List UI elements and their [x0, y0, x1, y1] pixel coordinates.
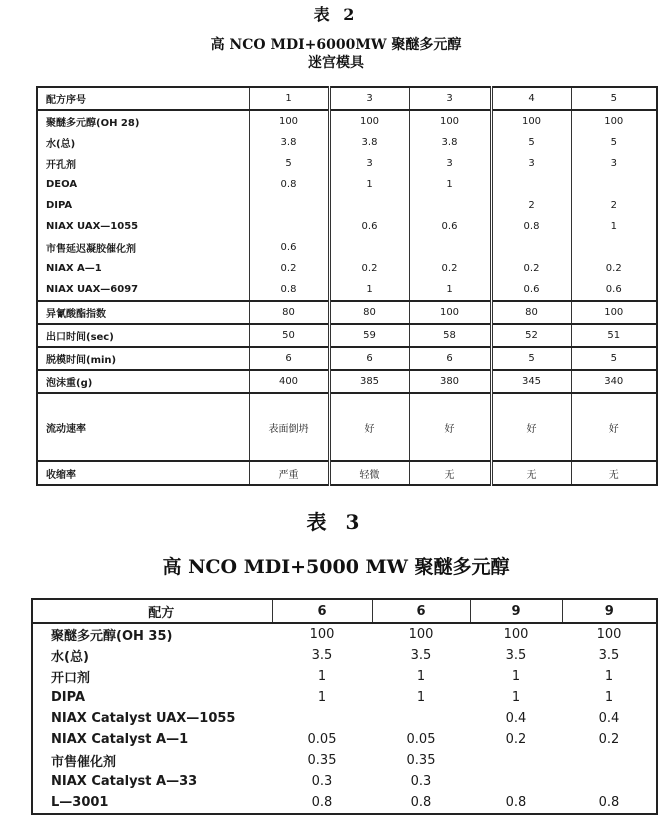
cell-value: 80 [249, 301, 329, 324]
cell-value: 3 [409, 87, 491, 110]
table3-title: 高 NCO MDI+5000 MW 聚醚多元醇 [162, 556, 510, 578]
cell-value: 385 [329, 370, 409, 393]
cell-value: 0.35 [406, 753, 436, 768]
cell-value: 3 [409, 153, 491, 174]
row-label: 水(总) [51, 650, 89, 665]
table2-row [37, 279, 657, 301]
table2-row [37, 132, 657, 153]
table2-row [37, 461, 657, 485]
cell-value [571, 174, 657, 195]
cell-value: 1 [317, 690, 327, 705]
cell-value [249, 195, 329, 216]
table3-row [32, 729, 657, 750]
cell-value [571, 237, 657, 258]
table2-title-line2: 迷宫模具 [308, 55, 364, 71]
table2-row [37, 324, 657, 347]
row-label: NIAX A—1 [46, 263, 102, 274]
cell-value: 3.5 [311, 648, 333, 663]
cell-value: 100 [571, 301, 657, 324]
cell-value: 0.2 [598, 732, 620, 747]
row-label: L—3001 [51, 795, 109, 810]
table2-row [37, 301, 657, 324]
table3-row [32, 771, 657, 792]
cell-value: 1 [604, 690, 614, 705]
row-label: NIAX Catalyst A—33 [51, 774, 198, 789]
table2-row [37, 110, 657, 132]
cell-value: 3.5 [410, 648, 432, 663]
cell-value: 5 [249, 153, 329, 174]
cell-value: 0.3 [410, 774, 432, 789]
cell-value: 1 [604, 669, 614, 684]
cell-value: 58 [409, 324, 491, 347]
cell-value: 1 [329, 279, 409, 301]
cell-value: 80 [491, 301, 571, 324]
table2 [36, 86, 658, 486]
cell-value: 6 [272, 599, 372, 623]
row-label: 开口剂 [51, 671, 91, 686]
cell-value: 345 [491, 370, 571, 393]
cell-value: 3 [329, 153, 409, 174]
table2-row [37, 237, 657, 258]
row-label: NIAX UAX—6097 [46, 284, 139, 295]
cell-value: 0.4 [505, 711, 527, 726]
row-label: 收缩率 [37, 461, 249, 485]
cell-value: 0.8 [249, 279, 329, 301]
row-label: 泡沫重(g) [37, 370, 249, 393]
cell-value: 0.8 [410, 795, 432, 810]
cell-value: 6 [249, 347, 329, 370]
table3-row [32, 623, 657, 645]
cell-value: 5 [571, 87, 657, 110]
cell-value: 无 [571, 461, 657, 485]
cell-value: 340 [571, 370, 657, 393]
cell-value: 4 [491, 87, 571, 110]
table3-header-row [32, 599, 657, 623]
row-label: 流动速率 [37, 393, 249, 461]
cell-value: 无 [409, 461, 491, 485]
cell-value [470, 750, 562, 771]
row-label: 脱模时间(min) [37, 347, 249, 370]
cell-value: 51 [571, 324, 657, 347]
cell-value: 0.8 [249, 174, 329, 195]
cell-value: 0.6 [571, 279, 657, 301]
cell-value: 0.2 [329, 258, 409, 279]
cell-value: 2 [571, 195, 657, 216]
row-label: 聚醚多元醇(OH 35) [51, 629, 173, 644]
cell-value [562, 750, 657, 771]
cell-value: 3 [329, 87, 409, 110]
row-label: 水(总) [46, 139, 76, 150]
cell-value: 3.8 [329, 132, 409, 153]
row-label: 市售延迟凝胶催化剂 [46, 244, 136, 255]
cell-value: 1 [416, 669, 426, 684]
cell-value: 好 [409, 393, 491, 461]
cell-value: 5 [491, 132, 571, 153]
row-label: 配方 [32, 599, 272, 623]
cell-value: 3 [491, 153, 571, 174]
cell-value: 0.05 [406, 732, 436, 747]
cell-value: 0.8 [598, 795, 620, 810]
cell-value: 0.2 [505, 732, 527, 747]
table2-row [37, 216, 657, 237]
table2-row [37, 195, 657, 216]
table3-row [32, 750, 657, 771]
table3-row [32, 666, 657, 687]
cell-value: 0.8 [491, 216, 571, 237]
cell-value: 100 [329, 110, 409, 132]
cell-value: 1 [409, 279, 491, 301]
cell-value: 3 [571, 153, 657, 174]
row-label: 异氰酸酯指数 [37, 301, 249, 324]
cell-value: 0.4 [598, 711, 620, 726]
cell-value: 1 [511, 690, 521, 705]
cell-value: 1 [511, 669, 521, 684]
cell-value [470, 771, 562, 792]
cell-value: 9 [562, 599, 657, 623]
table2-title-line1: 高 NCO MDI+6000MW 聚醚多元醇 [210, 37, 462, 53]
cell-value: 1 [416, 690, 426, 705]
cell-value: 100 [408, 627, 434, 642]
table2-row [37, 153, 657, 174]
cell-value: 严重 [249, 461, 329, 485]
cell-value: 0.6 [409, 216, 491, 237]
cell-value: 0.35 [307, 753, 337, 768]
cell-value: 3.8 [249, 132, 329, 153]
cell-value: 6 [372, 599, 470, 623]
cell-value: 0.8 [311, 795, 333, 810]
cell-value: 0.2 [491, 258, 571, 279]
table2-row [37, 370, 657, 393]
cell-value: 100 [409, 110, 491, 132]
cell-value [249, 216, 329, 237]
cell-value: 3.5 [505, 648, 527, 663]
cell-value: 80 [329, 301, 409, 324]
cell-value: 400 [249, 370, 329, 393]
cell-value: 好 [491, 393, 571, 461]
cell-value: 无 [491, 461, 571, 485]
cell-value: 5 [571, 132, 657, 153]
cell-value [372, 708, 470, 729]
row-label: 出口时间(sec) [37, 324, 249, 347]
cell-value: 6 [329, 347, 409, 370]
table2-header-row [37, 87, 657, 110]
cell-value: 0.3 [311, 774, 333, 789]
cell-value: 380 [409, 370, 491, 393]
table2-row [37, 347, 657, 370]
cell-value [491, 237, 571, 258]
table3 [31, 598, 658, 815]
cell-value: 0.2 [249, 258, 329, 279]
cell-value: 100 [409, 301, 491, 324]
cell-value: 0.6 [249, 237, 329, 258]
table3-row [32, 708, 657, 729]
table3-row [32, 687, 657, 708]
table2-row [37, 258, 657, 279]
cell-value: 0.2 [571, 258, 657, 279]
cell-value: 6 [409, 347, 491, 370]
cell-value [562, 771, 657, 792]
cell-value: 1 [329, 174, 409, 195]
cell-value: 好 [571, 393, 657, 461]
row-label: DIPA [51, 690, 86, 705]
cell-value: 100 [491, 110, 571, 132]
row-label: DEOA [46, 179, 78, 190]
cell-value: 100 [503, 627, 529, 642]
cell-value: 0.8 [505, 795, 527, 810]
cell-value: 100 [596, 627, 622, 642]
cell-value: 0.05 [307, 732, 337, 747]
cell-value: 3.5 [598, 648, 620, 663]
cell-value: 9 [470, 599, 562, 623]
row-label: NIAX Catalyst A—1 [51, 732, 189, 747]
cell-value: 50 [249, 324, 329, 347]
cell-value: 表面倒坍 [249, 393, 329, 461]
cell-value: 0.6 [491, 279, 571, 301]
row-label: NIAX Catalyst UAX—1055 [51, 711, 236, 726]
table3-row [32, 645, 657, 666]
cell-value [491, 174, 571, 195]
row-label: NIAX UAX—1055 [46, 221, 139, 232]
table2-caption: 表 2 [313, 5, 359, 24]
table2-title [0, 36, 672, 72]
cell-value: 5 [491, 347, 571, 370]
row-label: 开孔剂 [46, 160, 76, 171]
table2-row [37, 174, 657, 195]
cell-value [409, 195, 491, 216]
cell-value: 1 [249, 87, 329, 110]
cell-value: 100 [249, 110, 329, 132]
cell-value: 100 [571, 110, 657, 132]
cell-value: 59 [329, 324, 409, 347]
cell-value: 1 [317, 669, 327, 684]
table3-caption: 表 3 [306, 510, 366, 534]
cell-value: 1 [571, 216, 657, 237]
cell-value: 1 [409, 174, 491, 195]
row-label: DIPA [46, 200, 73, 211]
cell-value: 0.2 [409, 258, 491, 279]
table3-row [32, 792, 657, 814]
cell-value [409, 237, 491, 258]
cell-value: 轻微 [329, 461, 409, 485]
row-label: 配方序号 [46, 95, 86, 106]
cell-value [329, 237, 409, 258]
cell-value: 5 [571, 347, 657, 370]
cell-value [329, 195, 409, 216]
cell-value: 0.6 [329, 216, 409, 237]
cell-value: 好 [329, 393, 409, 461]
cell-value: 52 [491, 324, 571, 347]
cell-value [272, 708, 372, 729]
cell-value: 2 [491, 195, 571, 216]
row-label: 市售催化剂 [51, 755, 117, 770]
cell-value: 3.8 [409, 132, 491, 153]
cell-value: 100 [309, 627, 335, 642]
table2-row [37, 393, 657, 461]
row-label: 聚醚多元醇(OH 28) [37, 110, 249, 132]
